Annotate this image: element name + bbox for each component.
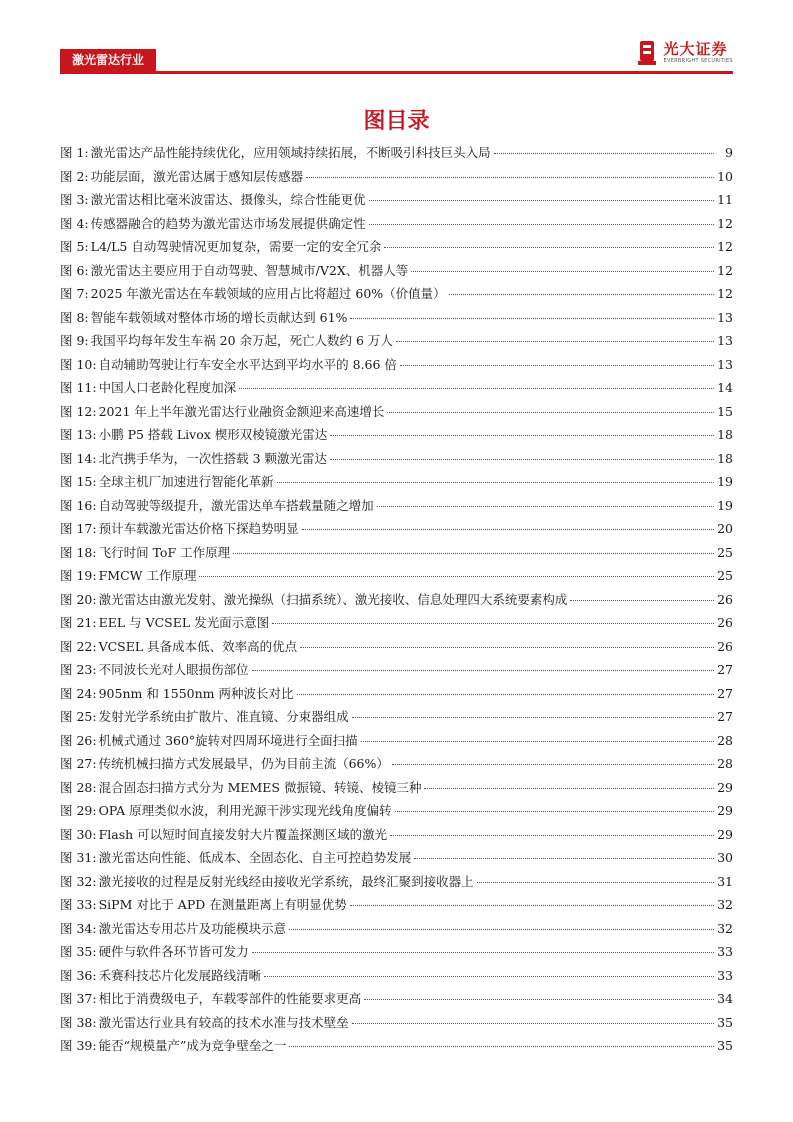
toc-entry-title: 我国平均每年发生车祸 20 余万起，死亡人数约 6 万人 (90, 333, 393, 348)
toc-entry-title: 传统机械扫描方式发展最早，仍为目前主流（66%） (98, 756, 389, 771)
toc-entry-title: 激光雷达相比毫米波雷达、摄像头，综合性能更优 (90, 192, 366, 207)
toc-entry[interactable] (60, 238, 733, 262)
toc-entry-label: 图 15: (60, 474, 97, 489)
toc-entry-label: 图 4: (60, 215, 89, 231)
toc-entry-title: 飞行时间 ToF 工作原理 (98, 544, 231, 560)
toc-entry-title: 传感器融合的趋势为激光雷达市场发展提供确定性 (90, 215, 366, 231)
toc-entry-label: 图 38: (60, 1014, 97, 1030)
toc-entry-title: 禾赛科技芯片化发展路线清晰 (98, 967, 262, 983)
header-rule (60, 71, 733, 74)
toc-dot-leader (424, 788, 714, 789)
toc-entry-label: 图 22: (60, 638, 97, 654)
toc-entry-page: 20 (717, 521, 733, 536)
toc-entry[interactable] (60, 732, 733, 756)
toc-entry-label: 图 11: (60, 380, 97, 395)
toc-dot-leader (494, 153, 714, 154)
toc-entry-title: Flash 可以短时间直接发射大片覆盖探测区域的激光 (98, 826, 388, 842)
toc-entry-label: 图 3: (60, 192, 89, 207)
toc-entry-label: 图 18: (60, 544, 97, 560)
toc-entry-title: 2021 年上半年激光雷达行业融资金额迎来高速增长 (98, 403, 385, 419)
toc-entry-page: 27 (717, 685, 733, 701)
toc-dot-leader (377, 506, 714, 507)
toc-entry[interactable] (60, 873, 733, 897)
page-title: 图目录 (363, 109, 430, 134)
toc-entry[interactable] (60, 473, 733, 497)
toc-entry[interactable] (60, 168, 733, 192)
toc-entry[interactable] (60, 685, 733, 709)
toc-entry-page: 26 (717, 591, 733, 607)
toc-entry-title: 不同波长光对人眼损伤部位 (98, 662, 249, 677)
toc-dot-leader (277, 482, 714, 483)
toc-entry-page: 33 (717, 967, 733, 983)
toc-dot-leader (350, 905, 714, 906)
toc-entry-label: 图 27: (60, 756, 97, 771)
toc-entry-title: 激光雷达行业具有较高的技术水准与技术壁垒 (98, 1014, 349, 1030)
toc-entry-label: 图 16: (60, 497, 97, 513)
toc-entry-title: 激光雷达主要应用于自动驾驶、智慧城市/V2X、机器人等 (90, 262, 409, 278)
toc-entry[interactable] (60, 591, 733, 615)
toc-entry-title: 相比于消费级电子，车载零部件的性能要求更高 (98, 991, 362, 1006)
toc-entry-label: 图 13: (60, 427, 97, 442)
toc-entry-label: 图 6: (60, 262, 89, 278)
toc-dot-leader (411, 271, 714, 272)
toc-entry[interactable] (60, 191, 733, 215)
toc-entry-label: 图 8: (60, 309, 89, 325)
toc-entry-label: 图 37: (60, 991, 97, 1006)
toc-entry-title: OPA 原理类似水波，利用光源干涉实现光线角度偏转 (98, 803, 392, 818)
toc-entry[interactable] (60, 849, 733, 873)
toc-dot-leader (233, 553, 714, 554)
toc-entry[interactable] (60, 920, 733, 944)
toc-entry-page: 26 (717, 638, 733, 654)
toc-entry-title: EEL 与 VCSEL 发光面示意图 (98, 615, 270, 630)
toc-dot-leader (384, 247, 714, 248)
toc-entry-label: 图 5: (60, 239, 89, 254)
toc-dot-leader (352, 1023, 714, 1024)
toc-dot-leader (199, 576, 714, 577)
toc-entry-title: 全球主机厂加速进行智能化革新 (98, 474, 274, 489)
toc-dot-leader (289, 929, 714, 930)
toc-entry-label: 图 32: (60, 873, 97, 889)
toc-dot-leader (306, 177, 714, 178)
toc-entry-label: 图 31: (60, 850, 97, 865)
toc-entry-title: 激光接收的过程是反射光线经由接收光学系统，最终汇聚到接收器上 (98, 873, 474, 889)
toc-entry-page: 25 (717, 544, 733, 560)
toc-entry-label: 图 34: (60, 920, 97, 936)
toc-dot-leader (302, 529, 714, 530)
toc-entry-title: 激光雷达由激光发射、激光操纵（扫描系统）、激光接收、信息处理四大系统要素构成 (98, 591, 568, 607)
toc-entry[interactable] (60, 285, 733, 309)
toc-entry-label: 图 12: (60, 403, 97, 419)
toc-dot-leader (400, 365, 714, 366)
toc-entry[interactable] (60, 332, 733, 356)
toc-dot-leader (369, 200, 714, 201)
toc-entry-title: 中国人口老龄化程度加深 (98, 380, 237, 395)
toc-entry-label: 图 29: (60, 803, 97, 818)
toc-entry[interactable] (60, 990, 733, 1014)
toc-entry-page: 18 (717, 427, 733, 442)
toc-dot-leader (350, 318, 714, 319)
toc-entry-label: 图 25: (60, 709, 97, 724)
toc-entry-page: 12 (717, 215, 733, 231)
toc-entry-page: 34 (717, 991, 733, 1006)
toc-entry-label: 图 2: (60, 168, 89, 184)
toc-dot-leader (361, 741, 714, 742)
toc-entry-title: 905nm 和 1550nm 两种波长对比 (98, 685, 294, 701)
toc-entry-title: 自动辅助驾驶让行车安全水平达到平均水平的 8.66 倍 (98, 356, 397, 372)
toc-entry-page: 13 (717, 356, 733, 372)
toc-dot-leader (300, 647, 714, 648)
toc-entry[interactable] (60, 638, 733, 662)
toc-entry-page: 28 (717, 756, 733, 771)
toc-entry-page: 25 (717, 568, 733, 583)
toc-entry-title: 预计车载激光雷达价格下探趋势明显 (98, 521, 299, 536)
toc-dot-leader (390, 835, 714, 836)
toc-entry[interactable] (60, 520, 733, 544)
toc-dot-leader (289, 1046, 714, 1047)
toc-entry[interactable] (60, 497, 733, 521)
toc-entry-title: 激光雷达专用芯片及功能模块示意 (98, 920, 287, 936)
toc-entry-page: 35 (717, 1038, 733, 1053)
logo-chinese-name: 光大证券 (663, 40, 728, 58)
toc-entry-label: 图 9: (60, 333, 89, 348)
toc-entry[interactable] (60, 426, 733, 450)
toc-dot-leader (395, 811, 714, 812)
toc-entry[interactable] (60, 826, 733, 850)
toc-entry-label: 图 24: (60, 685, 97, 701)
toc-entry-title: SiPM 对比于 APD 在测量距离上有明显优势 (98, 897, 347, 912)
toc-entry[interactable] (60, 450, 733, 474)
toc-entry-label: 图 35: (60, 944, 97, 959)
toc-entry[interactable] (60, 1014, 733, 1038)
toc-dot-leader (387, 412, 714, 413)
toc-entry-label: 图 39: (60, 1038, 97, 1053)
toc-entry-page: 18 (717, 450, 733, 466)
toc-dot-leader (570, 600, 714, 601)
toc-dot-leader (330, 459, 714, 460)
toc-entry-page: 32 (717, 897, 733, 912)
toc-entry-page: 30 (717, 850, 733, 865)
toc-entry-label: 图 26: (60, 732, 97, 748)
toc-entry-page: 9 (725, 145, 733, 160)
figure-toc (60, 144, 733, 1061)
toc-entry-page: 29 (717, 826, 733, 842)
toc-entry-label: 图 21: (60, 615, 97, 630)
toc-entry-label: 图 14: (60, 450, 97, 466)
section-tag: 激光雷达行业 (60, 49, 156, 71)
toc-entry[interactable] (60, 309, 733, 333)
toc-entry-page: 12 (717, 262, 733, 278)
toc-entry-title: 2025 年激光雷达在车载领域的应用占比将超过 60%（价值量） (90, 286, 446, 301)
toc-entry[interactable] (60, 379, 733, 403)
toc-dot-leader (330, 435, 714, 436)
toc-entry[interactable] (60, 567, 733, 591)
toc-entry-page: 26 (717, 615, 733, 630)
toc-entry[interactable] (60, 614, 733, 638)
toc-entry[interactable] (60, 403, 733, 427)
toc-dot-leader (449, 294, 714, 295)
toc-entry-page: 19 (717, 474, 733, 489)
toc-entry-page: 27 (717, 662, 733, 677)
toc-entry-label: 图 33: (60, 897, 97, 912)
toc-dot-leader (369, 224, 714, 225)
toc-entry-page: 12 (717, 286, 733, 301)
toc-entry-title: 混合固态扫描方式分为 MEMES 微振镜、转镜、棱镜三种 (98, 779, 422, 795)
brand-logo (638, 40, 733, 66)
toc-dot-leader (264, 976, 714, 977)
toc-entry[interactable] (60, 356, 733, 380)
toc-entry[interactable] (60, 779, 733, 803)
toc-dot-leader (477, 882, 714, 883)
toc-entry-page: 35 (717, 1014, 733, 1030)
toc-entry-title: 发射光学系统由扩散片、准直镜、分束器组成 (98, 709, 349, 724)
toc-entry-title: 激光雷达产品性能持续优化，应用领域持续拓展，不断吸引科技巨头入局 (90, 145, 491, 160)
toc-entry[interactable] (60, 144, 733, 168)
toc-entry[interactable] (60, 262, 733, 286)
toc-entry-title: FMCW 工作原理 (98, 568, 197, 583)
toc-entry[interactable] (60, 896, 733, 920)
toc-entry-page: 33 (717, 944, 733, 959)
toc-entry-title: 功能层面，激光雷达属于感知层传感器 (90, 168, 304, 184)
toc-entry-title: L4/L5 自动驾驶情况更加复杂，需要一定的安全冗余 (90, 239, 382, 254)
toc-entry-label: 图 28: (60, 779, 97, 795)
toc-dot-leader (364, 999, 714, 1000)
toc-entry[interactable] (60, 943, 733, 967)
toc-entry-page: 12 (717, 239, 733, 254)
toc-dot-leader (272, 623, 714, 624)
logo-english-name: EVERBRIGHT SECURITIES (663, 58, 733, 64)
toc-entry-page: 14 (717, 380, 733, 395)
toc-entry-label: 图 36: (60, 967, 97, 983)
toc-entry-page: 13 (717, 333, 733, 348)
toc-entry-title: VCSEL 具备成本低、效率高的优点 (98, 638, 298, 654)
toc-dot-leader (252, 952, 714, 953)
toc-entry-page: 28 (717, 732, 733, 748)
toc-entry-page: 32 (717, 920, 733, 936)
everbright-logo-icon (638, 40, 658, 66)
toc-dot-leader (414, 858, 714, 859)
toc-entry-page: 29 (717, 803, 733, 818)
toc-entry-label: 图 30: (60, 826, 97, 842)
toc-dot-leader (396, 341, 714, 342)
toc-dot-leader (252, 670, 714, 671)
toc-entry-title: 机械式通过 360°旋转对四周环境进行全面扫描 (98, 732, 358, 748)
toc-entry-title: 硬件与软件各环节皆可发力 (98, 944, 249, 959)
toc-entry-label: 图 7: (60, 286, 89, 301)
toc-entry[interactable] (60, 967, 733, 991)
toc-entry[interactable] (60, 661, 733, 685)
toc-entry-page: 19 (717, 497, 733, 513)
toc-entry-title: 智能车载领域对整体市场的增长贡献达到 61% (90, 309, 348, 325)
toc-dot-leader (392, 764, 714, 765)
toc-entry-title: 小鹏 P5 搭载 Livox 楔形双棱镜激光雷达 (98, 427, 328, 442)
toc-entry-label: 图 17: (60, 521, 97, 536)
toc-entry-page: 13 (717, 309, 733, 325)
toc-entry-page: 31 (717, 873, 733, 889)
toc-entry-title: 自动驾驶等级提升，激光雷达单车搭载量随之增加 (98, 497, 374, 513)
toc-entry[interactable] (60, 1037, 733, 1061)
toc-entry[interactable] (60, 802, 733, 826)
toc-entry[interactable] (60, 708, 733, 732)
toc-entry-page: 29 (717, 779, 733, 795)
toc-entry-title: 能否“规模量产”成为竞争壁垒之一 (98, 1038, 287, 1053)
toc-entry-label: 图 20: (60, 591, 97, 607)
toc-entry-page: 15 (717, 403, 733, 419)
toc-entry-label: 图 10: (60, 356, 97, 372)
toc-dot-leader (352, 717, 714, 718)
toc-dot-leader (239, 388, 714, 389)
toc-entry-page: 10 (717, 168, 733, 184)
toc-entry[interactable] (60, 755, 733, 779)
toc-entry-label: 图 23: (60, 662, 97, 677)
toc-entry-page: 11 (717, 192, 733, 207)
toc-entry[interactable] (60, 215, 733, 239)
toc-entry-label: 图 1: (60, 145, 89, 160)
toc-entry-page: 27 (717, 709, 733, 724)
toc-dot-leader (297, 694, 715, 695)
toc-entry-title: 北汽携手华为，一次性搭载 3 颗激光雷达 (98, 450, 327, 466)
toc-entry[interactable] (60, 544, 733, 568)
toc-entry-title: 激光雷达向性能、低成本、全固态化、自主可控趋势发展 (98, 850, 412, 865)
toc-entry-label: 图 19: (60, 568, 97, 583)
